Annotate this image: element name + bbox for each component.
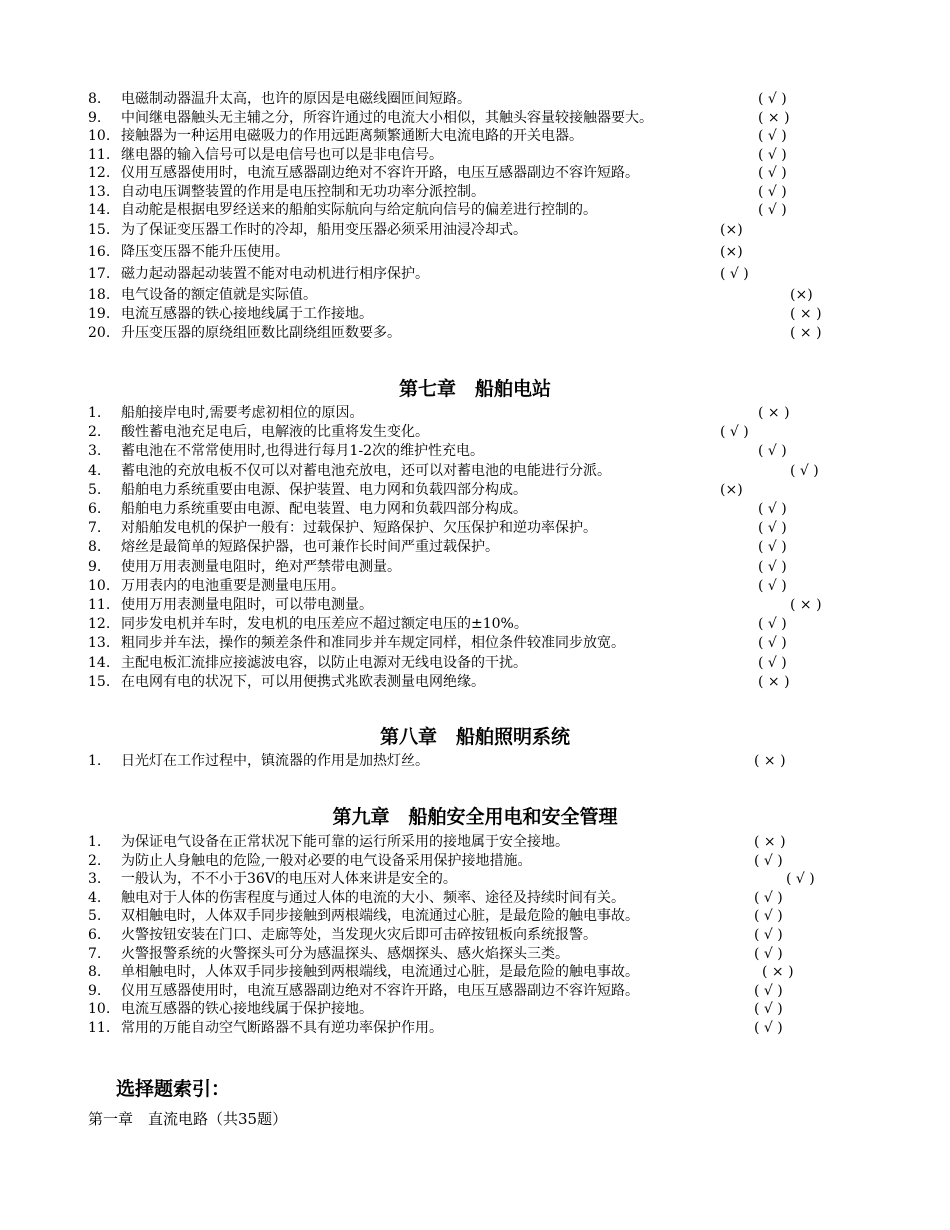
question-text: 电气设备的额定值就是实际值。 [121,287,317,303]
question-text: 一般认为，不不小于36V的电压对人体来讲是安全的。 [121,871,457,888]
question-text: 粗同步并车法，操作的频差条件和准同步并车规定同样，相位条件较准同步放宽。 [121,635,625,652]
question-row [0,673,950,691]
question-number: 11. [88,1020,111,1036]
question-number: 15. [88,673,111,690]
answer-mark: ( √ ) [754,852,783,869]
question-row [0,577,950,595]
question-row [0,963,950,981]
question-row [0,109,950,127]
question-text: 电流互感器的铁心接地线属于保护接地。 [121,1001,373,1018]
question-row [0,907,950,925]
question-row [0,634,950,652]
question-text: 船舶电力系统重要由电源、配电装置、电力网和负载四部分构成。 [121,501,527,517]
question-row [0,265,950,283]
question-text: 接触器为一种运用电磁吸力的作用远距离频繁通断大电流电路的开关电器。 [121,128,583,144]
answer-mark: ( × ) [758,405,790,421]
chapter-7-title: 第七章 船舶电站 [398,378,551,400]
question-text: 万用表内的电池重要是测量电压用。 [121,577,345,594]
answer-mark: ( × ) [790,597,822,613]
question-row [0,127,950,145]
answer-mark: ( √ ) [758,501,787,517]
question-text: 主配电板汇流排应接滤波电容，以防止电源对无线电设备的干扰。 [121,654,527,671]
question-number: 12. [88,165,111,181]
question-text: 船舶电力系统重要由电源、保护装置、电力网和负载四部分构成。 [121,481,527,498]
answer-mark: ( √ ) [758,539,787,556]
question-text: 单相触电时，人体双手同步接触到两根端线，电流通过心脏，是最危险的触电事故。 [121,964,639,981]
answer-mark: ( × ) [790,306,822,322]
question-text: 熔丝是最简单的短路保护器，也可兼作长时间严重过载保护。 [121,539,499,556]
question-number: 13. [88,183,111,200]
question-row [0,221,950,239]
question-text: 为防止人身触电的危险,一般对必要的电气设备采用保护接地措施。 [121,852,532,869]
question-number: 1. [88,405,102,421]
question-row [0,615,950,633]
answer-mark: ( √ ) [786,871,815,888]
question-text: 使用万用表测量电阻时，可以带电测量。 [121,597,373,613]
question-number: 1. [88,834,102,850]
question-number: 20. [88,325,111,341]
question-text: 蓄电池的充放电板不仅可以对蓄电池充放电，还可以对蓄电池的电能进行分派。 [121,462,611,479]
answer-mark: ( √ ) [758,165,787,181]
question-row [0,243,950,261]
answer-mark: ( × ) [790,325,822,341]
question-text: 触电对于人体的伤害程度与通过人体的电流的大小、频率、途径及持续时间有关。 [121,889,625,906]
answer-mark: ( √ ) [754,945,783,962]
answer-mark: ( √ ) [758,91,787,107]
answer-mark: ( √ ) [758,577,787,594]
question-row [0,146,950,164]
question-number: 19. [88,306,111,322]
question-number: 10. [88,128,111,144]
question-number: 18. [88,287,111,303]
question-text: 升压变压器的原绕组匝数比副绕组匝数要多。 [121,325,401,341]
question-text: 电磁制动器温升太高，也许的原因是电磁线圈匝间短路。 [121,91,471,107]
question-text: 电流互感器的铁心接地线属于工作接地。 [121,306,373,322]
answer-mark: ( √ ) [720,424,749,441]
question-row [0,654,950,672]
question-number: 17. [88,266,111,282]
question-text: 中间继电器触头无主辅之分，所容许通过的电流大小相似，其触头容量较接触器要大。 [121,109,653,126]
question-row [0,852,950,870]
question-text: 同步发电机并车时，发电机的电压差应不超过额定电压的±10%。 [121,616,528,633]
question-text: 降压变压器不能升压使用。 [121,244,289,260]
question-number: 1. [88,753,102,769]
chapter-9-title: 第九章 船舶安全用电和安全管理 [332,806,618,828]
question-number: 5. [88,481,102,498]
question-number: 4. [88,889,102,906]
question-text: 自动舵是根据电罗经送来的船舶实际航向与给定航向信号的偏差进行控制的。 [121,202,597,218]
answer-mark: ( √ ) [754,889,783,906]
question-number: 7. [88,945,102,962]
index-title: 选择题索引： [116,1078,231,1100]
question-row [0,945,950,963]
question-row [0,462,950,480]
question-row [0,538,950,556]
answer-mark: ( √ ) [758,146,787,163]
question-text: 酸性蓄电池充足电后，电解液的比重将发生变化。 [121,424,429,441]
question-text: 自动电压调整装置的作用是电压控制和无功功率分派控制。 [121,183,485,200]
question-text: 仪用互感器使用时，电流互感器副边绝对不容许开路，电压互感器副边不容许短路。 [121,982,639,999]
answer-mark: ( √ ) [758,443,787,460]
answer-mark: ( √ ) [758,558,787,575]
question-number: 3. [88,443,102,460]
chapter-8-title: 第八章 船舶照明系统 [379,726,570,748]
question-row [0,305,950,323]
answer-mark: ( √ ) [758,128,787,144]
question-row [0,90,950,108]
question-number: 8. [88,539,102,556]
question-number: 8. [88,964,102,981]
question-text: 双相触电时，人体双手同步接触到两根端线，电流通过心脏，是最危险的触电事故。 [121,908,639,925]
question-text: 磁力起动器起动装置不能对电动机进行相序保护。 [121,266,429,282]
answer-mark: ( √ ) [758,654,787,671]
question-row [0,870,950,888]
question-text: 在电网有电的状况下，可以用便携式兆欧表测量电网绝缘。 [121,673,485,690]
question-number: 6. [88,501,102,517]
question-row [0,982,950,1000]
answer-mark: ( × ) [754,753,786,769]
question-row [0,752,950,770]
question-number: 11. [88,597,111,613]
answer-mark: ( √ ) [758,616,787,633]
answer-mark: ( √ ) [754,1001,783,1018]
index-entry: 第一章 直流电路（共35题） [88,1110,288,1128]
question-row [0,558,950,576]
question-number: 16. [88,244,111,260]
question-number: 2. [88,424,102,441]
question-number: 4. [88,462,102,479]
question-row [0,519,950,537]
question-number: 7. [88,520,102,537]
question-text: 日光灯在工作过程中，镇流器的作用是加热灯丝。 [121,753,429,769]
question-row [0,1019,950,1037]
question-number: 12. [88,616,111,633]
answer-mark: (×) [720,222,743,238]
answer-mark: ( √ ) [754,927,783,943]
question-row [0,164,950,182]
question-number: 2. [88,852,102,869]
question-row [0,404,950,422]
question-number: 14. [88,654,111,671]
question-text: 为了保证变压器工作时的冷却，船用变压器必须采用油浸冷却式。 [121,222,527,238]
question-row [0,324,950,342]
question-row [0,1000,950,1018]
answer-mark: (×) [720,481,743,498]
question-number: 3. [88,871,102,888]
answer-mark: ( √ ) [754,982,783,999]
question-text: 蓄电池在不常常使用时,也得进行每月1-2次的维护性充电。 [121,443,484,460]
answer-mark: ( × ) [754,834,786,850]
answer-mark: ( √ ) [754,1020,783,1036]
question-row [0,926,950,944]
question-text: 对船舶发电机的保护一般有：过载保护、短路保护、欠压保护和逆功率保护。 [121,520,597,537]
question-number: 9. [88,982,102,999]
answer-mark: ( √ ) [790,462,819,479]
question-text: 继电器的输入信号可以是电信号也可以是非电信号。 [121,146,443,163]
question-number: 9. [88,558,102,575]
question-row [0,596,950,614]
question-row [0,500,950,518]
question-text: 火警报警系统的火警探头可分为感温探头、感烟探头、感火焰探头三类。 [121,945,569,962]
answer-mark: ( √ ) [720,266,749,282]
question-number: 5. [88,908,102,925]
question-row [0,481,950,499]
question-number: 6. [88,927,102,943]
question-number: 14. [88,202,111,218]
question-row [0,286,950,304]
answer-mark: ( × ) [762,964,794,981]
question-number: 11. [88,146,111,163]
answer-mark: ( × ) [758,109,790,126]
question-row [0,183,950,201]
question-row [0,423,950,441]
answer-mark: ( √ ) [758,520,787,537]
question-text: 常用的万能自动空气断路器不具有逆功率保护作用。 [121,1020,443,1036]
question-row [0,442,950,460]
question-number: 15. [88,222,111,238]
answer-mark: ( √ ) [754,908,783,925]
question-text: 仪用互感器使用时，电流互感器副边绝对不容许开路，电压互感器副边不容许短路。 [121,165,639,181]
answer-mark: (×) [790,287,813,303]
question-row [0,201,950,219]
question-text: 船舶接岸电时,需要考虑初相位的原因。 [121,405,364,421]
question-number: 10. [88,577,111,594]
question-number: 13. [88,635,111,652]
question-row [0,833,950,851]
question-number: 9. [88,109,102,126]
question-number: 10. [88,1001,111,1018]
answer-mark: ( √ ) [758,635,787,652]
question-row [0,889,950,907]
question-text: 为保证电气设备在正常状况下能可靠的运行所采用的接地属于安全接地。 [121,834,569,850]
answer-mark: (×) [720,244,743,260]
answer-mark: ( √ ) [758,183,787,200]
answer-mark: ( √ ) [758,202,787,218]
question-number: 8. [88,91,102,107]
answer-mark: ( × ) [758,673,790,690]
question-text: 火警按钮安装在门口、走廊等处，当发现火灾后即可击碎按钮板向系统报警。 [121,927,597,943]
question-text: 使用万用表测量电阻时，绝对严禁带电测量。 [121,558,401,575]
